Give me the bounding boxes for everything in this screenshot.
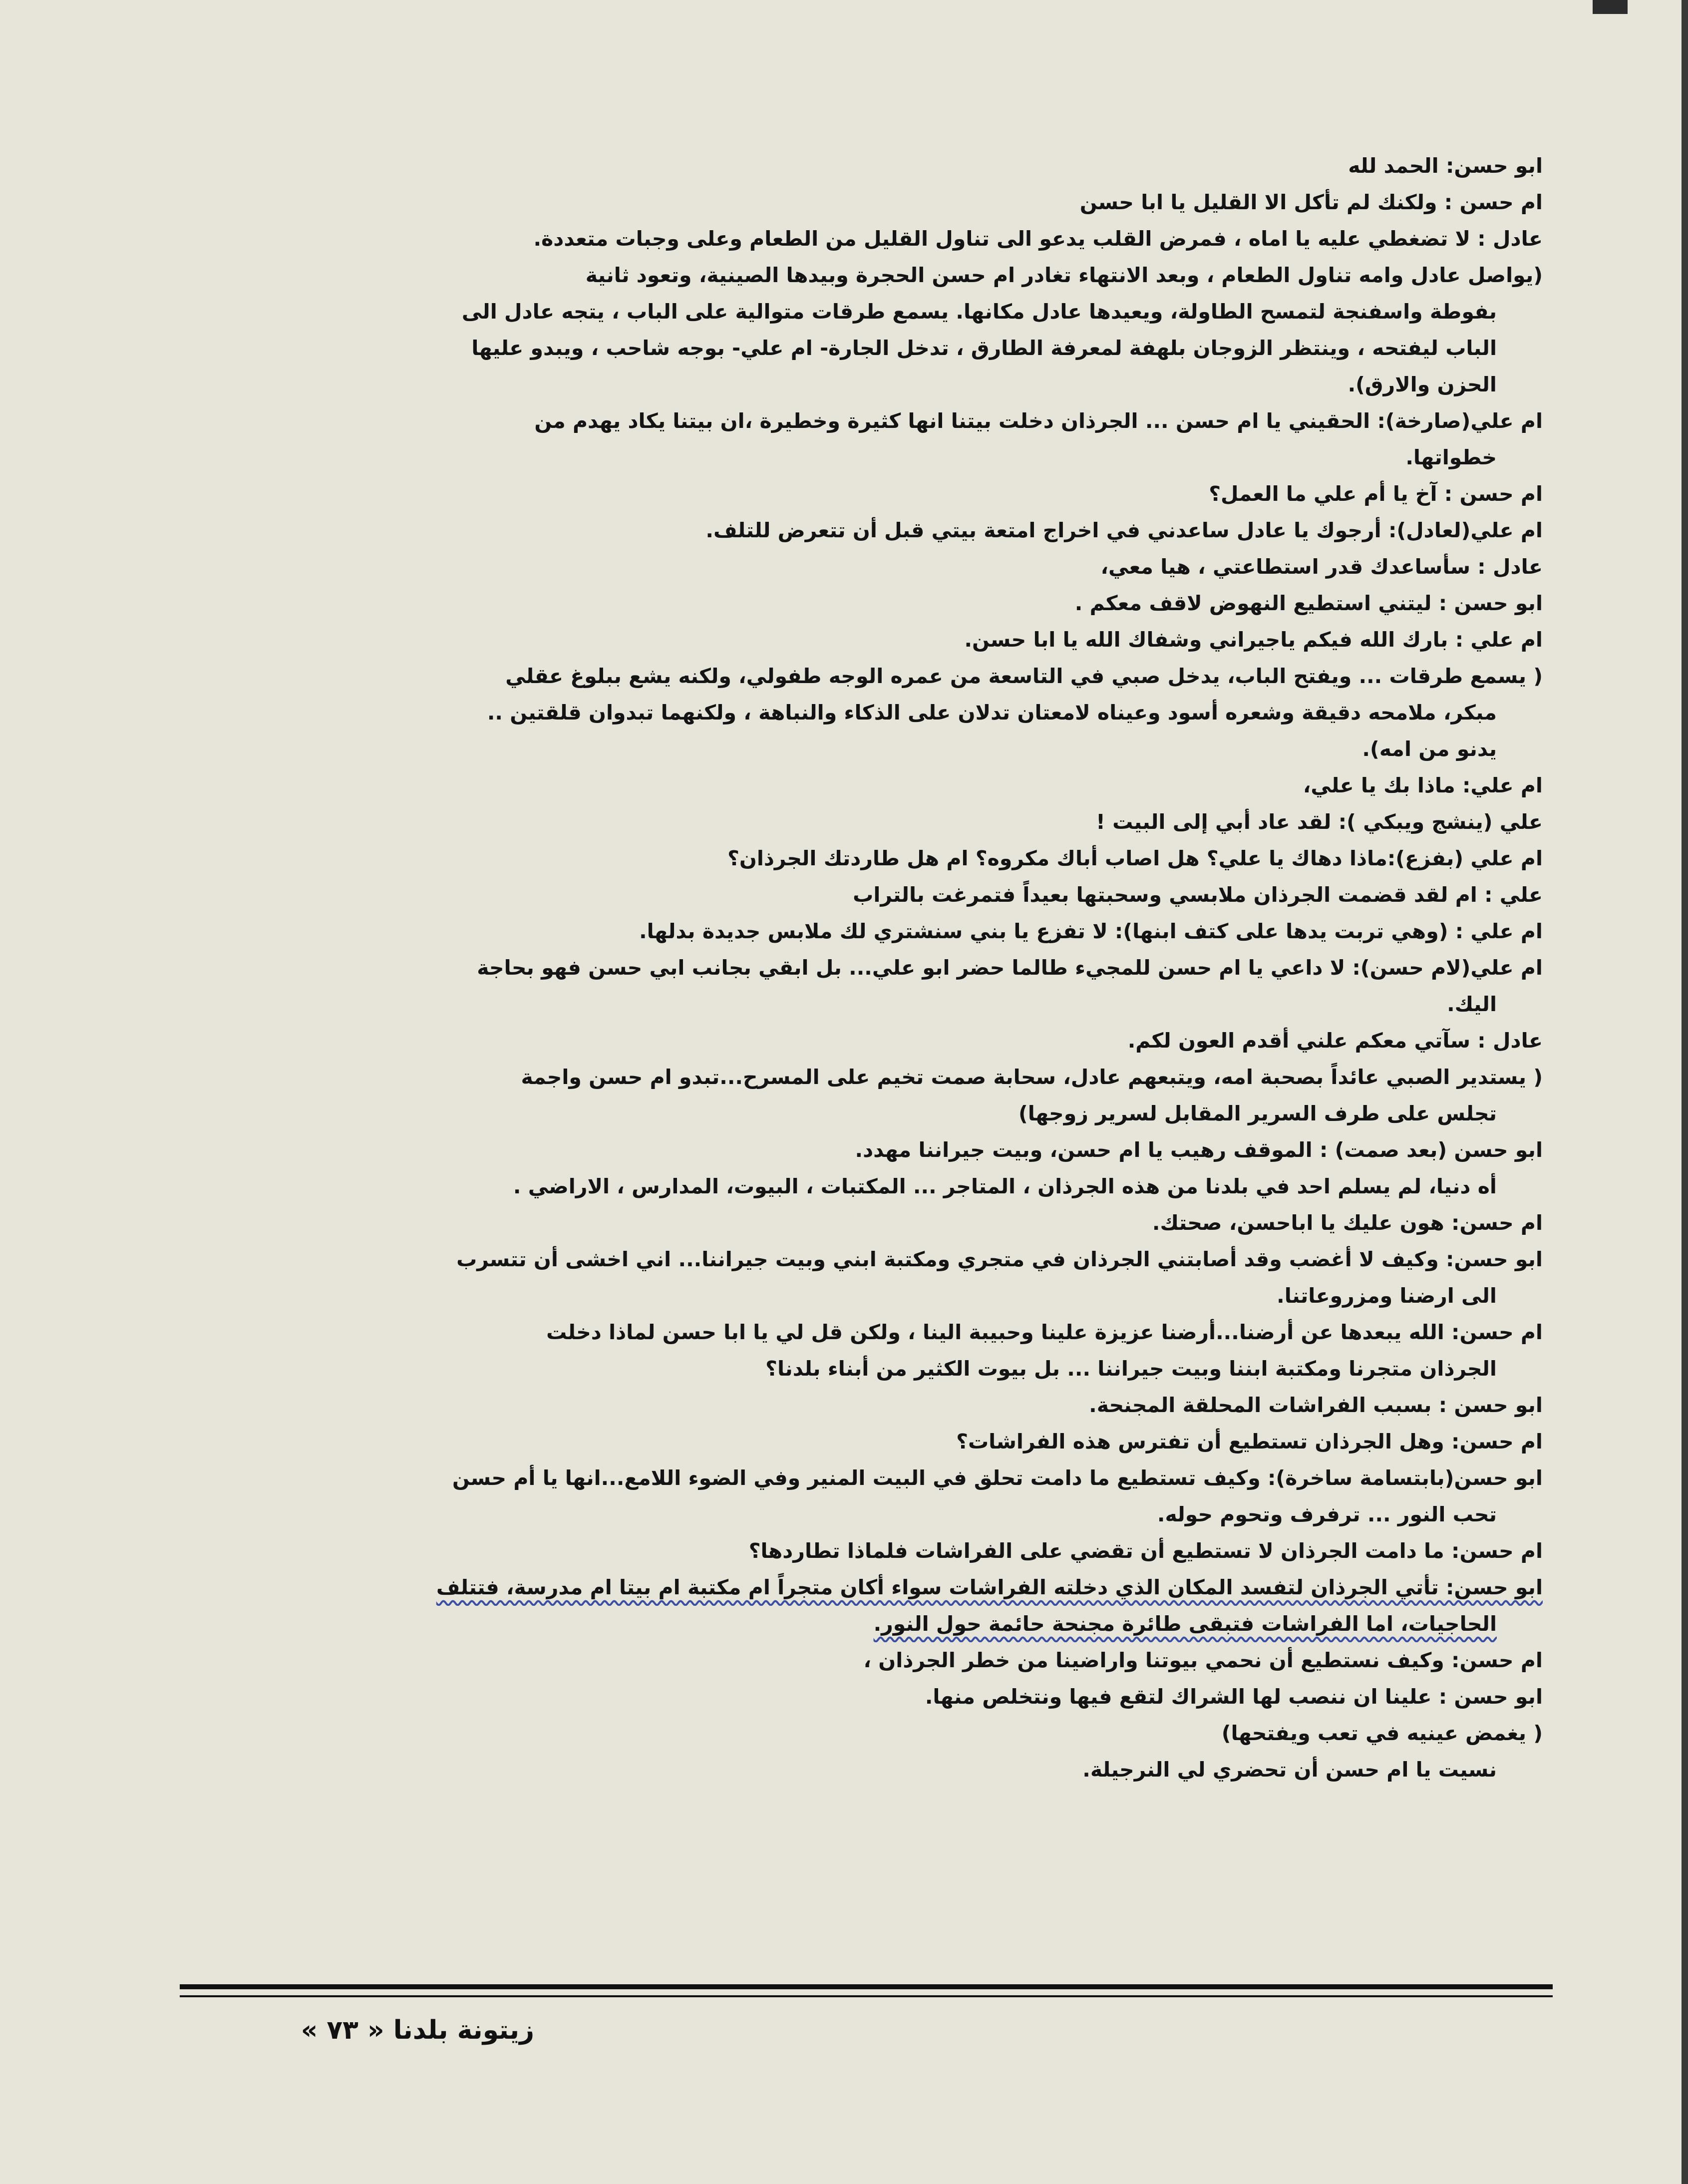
text-line: الجرذان متجرنا ومكتبة ابننا وبيت جيراننا ... بل بيوت الكثير من أبناء بلدنا؟ bbox=[765, 1357, 1497, 1381]
text-line: ابو حسن : علينا ان ننصب لها الشراك لتقع فيها ونتخلص منها. bbox=[925, 1685, 1543, 1709]
text-line: ( يستدير الصبي عائداً بصحبة امه، ويتبعهم عادل، سحابة صمت تخيم على المسرح...تبدو ام حسن واجمة bbox=[521, 1065, 1543, 1089]
text-line: ام حسن: وكيف نستطيع أن نحمي بيوتنا واراضينا من خطر الجرذان ، bbox=[863, 1648, 1543, 1672]
text-line: ام علي (بفزع):ماذا دهاك يا علي؟ هل اصاب أباك مكروه؟ ام هل طاردتك الجرذان؟ bbox=[727, 846, 1543, 870]
text-line: ام حسن: وهل الجرذان تستطيع أن تفترس هذه الفراشات؟ bbox=[956, 1430, 1543, 1454]
text-line: ام علي(لعادل): أرجوك يا عادل ساعدني في اخراج امتعة بيتي قبل أن تتعرض للتلف. bbox=[705, 518, 1543, 542]
underlined-text: الحاجيات، اما الفراشات فتبقى طائرة مجنحة حائمة حول النور. bbox=[873, 1612, 1497, 1636]
text-line: مبكر، ملامحه دقيقة وشعره أسود وعيناه لامعتان تدلان على الذكاء والنباهة ، ولكنهما تبدوان قلقتين .. bbox=[487, 701, 1497, 725]
underlined-text: ابو حسن: تأتي الجرذان لتفسد المكان الذي دخلته الفراشات سواء أكان متجراً ام مكتبة ام بيتا ام مدرسة، فتتلف bbox=[436, 1575, 1543, 1599]
footer-rule-thin bbox=[180, 1995, 1553, 1997]
text-line: ام حسن: هون عليك يا اباحسن، صحتك. bbox=[1152, 1211, 1543, 1235]
text-line: ام علي : (وهي تربت يدها على كتف ابنها): لا تفزع يا بني سنشتري لك ملابس جديدة بدلها. bbox=[639, 919, 1543, 943]
scan-edge-mark bbox=[1593, 0, 1628, 14]
text-line: تجلس على طرف السرير المقابل لسرير زوجها) bbox=[1018, 1101, 1497, 1125]
play-script-text bbox=[280, 148, 1543, 1788]
text-line: اليك. bbox=[1447, 992, 1497, 1016]
text-line bbox=[280, 1606, 1543, 1642]
text-line: ابو حسن (بعد صمت) : الموقف رهيب يا ام حسن، وبيت جيراننا مهدد. bbox=[855, 1138, 1543, 1162]
text-line: أه دنيا، لم يسلم احد في بلدنا من هذه الجرذان ، المتاجر ... المكتبات ، البيوت، المدارس ، الاراضي . bbox=[513, 1174, 1497, 1198]
footer-rule-thick bbox=[180, 1984, 1553, 1989]
text-line: ام علي : بارك الله فيكم ياجيراني وشفاك الله يا ابا حسن. bbox=[964, 628, 1543, 652]
text-line: علي : ام لقد قضمت الجرذان ملابسي وسحبتها بعيداً فتمرغت بالتراب bbox=[853, 883, 1543, 907]
text-line: نسيت يا ام حسن أن تحضري لي النرجيلة. bbox=[1082, 1758, 1497, 1782]
text-line: ( يسمع طرقات ... ويفتح الباب، يدخل صبي في التاسعة من عمره الوجه طفولي، ولكنه يشع ببلوغ عقلي bbox=[505, 664, 1543, 688]
text-line: ابو حسن: وكيف لا أغضب وقد أصابتني الجرذان في متجري ومكتبة ابني وبيت جيراننا... اني اخشى أن تتسرب bbox=[456, 1247, 1543, 1271]
text-line: ام حسن: الله يبعدها عن أرضنا...أرضنا عزيزة علينا وحبيبة الينا ، ولكن قل لي يا ابا حسن لماذا دخلت bbox=[546, 1320, 1543, 1344]
text-line: ام علي(لام حسن): لا داعي يا ام حسن للمجيء طالما حضر ابو علي... بل ابقي بجانب ابي حسن فهو بحاجة bbox=[477, 956, 1543, 980]
text-line: ابو حسن : ليتني استطيع النهوض لاقف معكم . bbox=[1074, 591, 1543, 615]
text-line: عادل : سآتي معكم علني أقدم العون لكم. bbox=[1127, 1029, 1543, 1053]
text-line: عادل : لا تضغطي عليه يا اماه ، فمرض القلب يدعو الى تناول القليل من الطعام وعلى وجبات متعددة. bbox=[533, 227, 1543, 251]
text-line: الى ارضنا ومزروعاتنا. bbox=[1277, 1284, 1497, 1308]
text-line: ابو حسن: الحمد لله bbox=[1348, 154, 1543, 178]
text-line: الحزن والارق). bbox=[1348, 372, 1497, 396]
text-line: الباب ليفتحه ، وينتظر الزوجان بلهفة لمعرفة الطارق ، تدخل الجارة- ام علي- بوجه شاحب ، ويبدو عليها bbox=[471, 336, 1497, 360]
text-line: خطواتها. bbox=[1405, 445, 1497, 469]
text-line: بفوطة واسفنجة لتمسح الطاولة، ويعيدها عادل مكانها. يسمع طرقات متوالية على الباب ، يتجه عادل الى bbox=[461, 300, 1497, 324]
text-line: ام حسن : ولكنك لم تأكل الا القليل يا ابا حسن bbox=[1079, 190, 1543, 214]
text-line: يدنو من امه). bbox=[1362, 737, 1497, 761]
text-line: ام حسن: ما دامت الجرذان لا تستطيع أن تقضي على الفراشات فلماذا تطاردها؟ bbox=[748, 1539, 1543, 1563]
text-line: ام علي: ماذا بك يا علي، bbox=[1303, 773, 1543, 797]
text-line: عادل : سأساعدك قدر استطاعتي ، هيا معي، bbox=[1100, 555, 1543, 579]
scan-edge bbox=[1682, 0, 1688, 2184]
text-line: علي (ينشج ويبكي ): لقد عاد أبي إلى البيت ! bbox=[1096, 810, 1543, 834]
text-line: ابو حسن(بابتسامة ساخرة): وكيف تستطيع ما دامت تحلق في البيت المنير وفي الضوء اللامع...انها يا أم حسن bbox=[452, 1466, 1543, 1490]
text-line: ( يغمض عينيه في تعب ويفتحها) bbox=[1221, 1721, 1543, 1745]
text-line: ام حسن : آخ يا أم علي ما العمل؟ bbox=[1209, 482, 1543, 506]
text-line bbox=[280, 1569, 1543, 1606]
text-line: تحب النور ... ترفرف وتحوم حوله. bbox=[1157, 1502, 1497, 1526]
text-line: ام علي(صارخة): الحقيني يا ام حسن ... الجرذان دخلت بيتنا انها كثيرة وخطيرة ،ان بيتنا يكاد يهدم من bbox=[534, 409, 1543, 433]
page-footer: زيتونة بلدنا « ٧٣ » bbox=[301, 2015, 534, 2045]
text-line: (يواصل عادل وامه تناول الطعام ، وبعد الانتهاء تغادر ام حسن الحجرة وبيدها الصينية، وتعود ثانية bbox=[585, 263, 1543, 287]
text-line: ابو حسن : بسبب الفراشات المحلقة المجنحة. bbox=[1089, 1393, 1543, 1417]
